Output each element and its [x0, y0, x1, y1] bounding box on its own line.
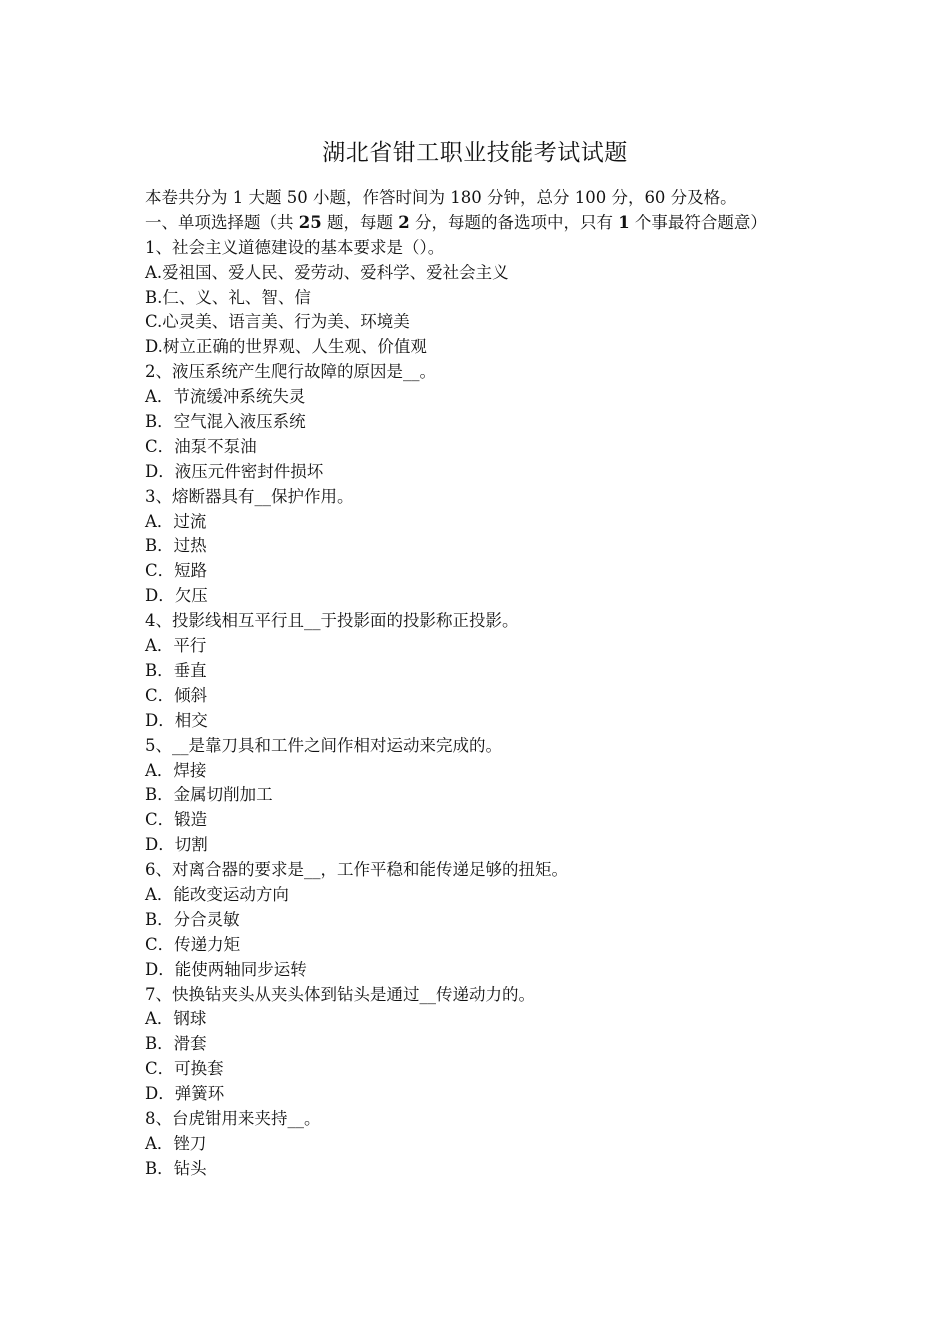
- section-heading: [145, 211, 813, 236]
- question-stem: 8、台虎钳用来夹持__。: [145, 1108, 321, 1128]
- question-option: C.心灵美、语言美、行为美、环境美: [145, 312, 410, 332]
- question-option: A．过流: [145, 511, 207, 531]
- question-option: C．传递力矩: [145, 934, 241, 954]
- question-item: [145, 858, 813, 982]
- question-stem: 2、液压系统产生爬行故障的原因是__。: [145, 362, 436, 382]
- question-option: C．油泵不泵油: [145, 436, 257, 456]
- question-option: C．倾斜: [145, 685, 208, 705]
- section-question-count: 25: [298, 212, 322, 232]
- question-option: A．平行: [145, 636, 207, 656]
- question-option: B．过热: [145, 536, 207, 556]
- question-option: D．弹簧环: [145, 1084, 225, 1104]
- question-option: A．锉刀: [145, 1133, 207, 1153]
- question-stem: 3、熔断器具有__保护作用。: [145, 486, 354, 506]
- question-stem: 6、对离合器的要求是__，工作平稳和能传递足够的扭矩。: [145, 860, 568, 880]
- question-option: A．焊接: [145, 760, 207, 780]
- question-option: C．可换套: [145, 1059, 224, 1079]
- document-body: [145, 186, 813, 1182]
- question-option: D．欠压: [145, 586, 208, 606]
- question-stem: 1、社会主义道德建设的基本要求是（）。: [145, 237, 445, 257]
- question-option: A．能改变运动方向: [145, 884, 289, 904]
- exam-intro: 本卷共分为 1 大题 50 小题，作答时间为 180 分钟，总分 100 分，60 分及格。: [145, 188, 737, 207]
- document-title: 湖北省钳工职业技能考试试题: [322, 140, 628, 166]
- question-item: [145, 360, 813, 484]
- question-option: D．液压元件密封件损坏: [145, 461, 324, 481]
- question-stem: 7、快换钻夹头从夹头体到钻头是通过__传递动力的。: [145, 984, 535, 1004]
- section-correct-count: 1: [618, 212, 630, 232]
- section-heading-suffix: 个事最符合题意）: [629, 212, 767, 232]
- question-option: B.仁、义、礼、智、信: [145, 287, 311, 307]
- question-option: A．钢球: [145, 1009, 207, 1029]
- question-option: C．短路: [145, 561, 208, 581]
- question-option: B．空气混入液压系统: [145, 412, 306, 432]
- question-option: B．垂直: [145, 660, 207, 680]
- question-item: [145, 1107, 813, 1182]
- question-item: [145, 485, 813, 609]
- question-stem: 5、__是靠刀具和工件之间作相对运动来完成的。: [145, 735, 502, 755]
- question-option: D.树立正确的世界观、人生观、价值观: [145, 337, 427, 357]
- section-heading-mid2: 分，每题的备选项中，只有: [409, 212, 619, 232]
- question-option: B．滑套: [145, 1034, 207, 1054]
- question-list: [145, 236, 813, 1182]
- question-stem: 4、投影线相互平行且__于投影面的投影称正投影。: [145, 611, 519, 631]
- question-option: A.爱祖国、爱人民、爱劳动、爱科学、爱社会主义: [145, 262, 509, 282]
- question-option: A．节流缓冲系统失灵: [145, 387, 306, 407]
- section-question-points: 2: [398, 212, 410, 232]
- section-heading-mid1: 题，每题: [321, 212, 399, 232]
- section-heading-prefix: 一、单项选择题（共: [145, 212, 299, 232]
- question-item: [145, 734, 813, 858]
- question-option: B．金属切削加工: [145, 785, 273, 805]
- question-item: [145, 236, 813, 360]
- question-item: [145, 983, 813, 1107]
- question-option: C．锻造: [145, 810, 208, 830]
- question-option: B．钻头: [145, 1158, 207, 1178]
- question-option: B．分合灵敏: [145, 909, 240, 929]
- question-option: D．切割: [145, 835, 208, 855]
- question-item: [145, 609, 813, 733]
- question-option: D．相交: [145, 710, 208, 730]
- question-option: D．能使两轴同步运转: [145, 959, 307, 979]
